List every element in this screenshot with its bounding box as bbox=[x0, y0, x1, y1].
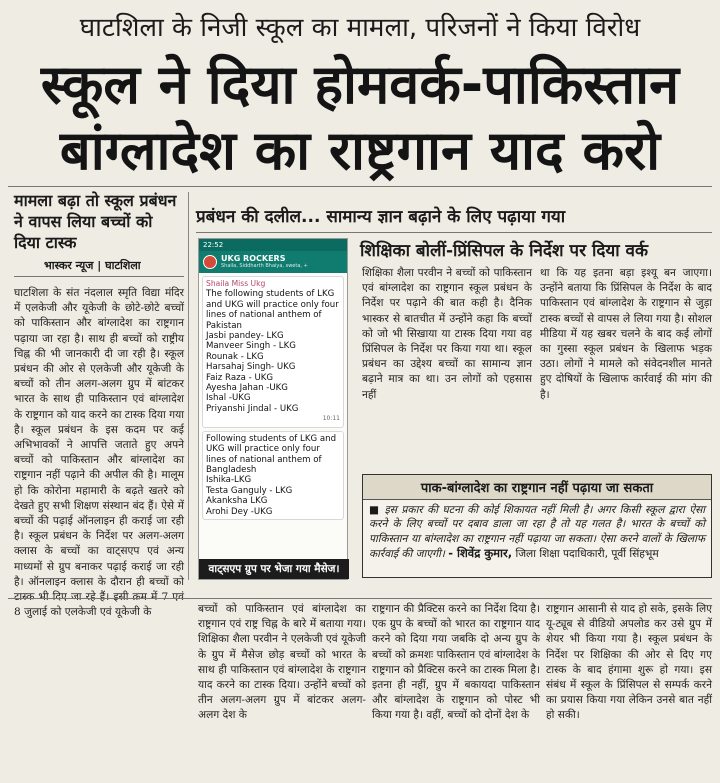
chat-message bbox=[202, 431, 344, 520]
group-avatar bbox=[203, 255, 217, 269]
quote-text: ■ इस प्रकार की घटना की कोई शिकायत नहीं मिली है। अगर किसी स्कूल द्वारा ऐसा करने के लिए बच्चों पर दबाव डाला जा रहा है तो यह गलत है। भारत के बच्चों को पाकिस्तान या बांग्लादेश का राष्ट्रगान नहीं पढ़ाया जा सकता। ऐसा करने वालों के खिलाफ कार्रवाई की जाएगी। bbox=[369, 504, 705, 561]
main-headline-line2: बांग्लादेश का राष्ट्रगान याद करो bbox=[59, 119, 661, 182]
student-name: Harsahaj Singh- UKG bbox=[206, 362, 296, 373]
subhead-divider bbox=[196, 232, 712, 233]
official-quote-box bbox=[362, 474, 712, 578]
main-headline-line1: स्कूल ने दिया होमवर्क-पाकिस्तान bbox=[40, 53, 680, 116]
chat-header bbox=[199, 251, 347, 273]
student-name: Ishika-LKG bbox=[206, 475, 252, 486]
student-name: Faiz Raza - UKG bbox=[206, 372, 274, 383]
divider bbox=[8, 186, 712, 187]
student-name: Jasbi pandey- LKG bbox=[206, 331, 284, 342]
teacher-headline: शिक्षिका बोलीं-प्रिंसिपल के निर्देश पर दिया वर्क bbox=[360, 241, 649, 261]
student-name: Ishal -UKG bbox=[206, 393, 251, 404]
quote-title: पाक-बांग्लादेश का राष्ट्रगान नहीं पढ़ाया जा सकता bbox=[363, 475, 711, 500]
student-list bbox=[206, 475, 340, 517]
author-name: - शिवेंद्र कुमार, bbox=[448, 546, 513, 561]
student-list bbox=[206, 331, 340, 414]
message-sender: Shaila Miss Ukg bbox=[206, 279, 266, 288]
message-text: The following students of LKG and UKG will practice only four lines of national anthem of Pakistan bbox=[206, 289, 339, 331]
article-column-teacher-a: शिक्षिका शैला परवीन ने बच्चों को पाकिस्तान एवं बांग्लादेश का राष्ट्रगान स्कूल प्रबंधन के निर्देश पर पढ़ाने की बात कही है। दैनिक भास्कर से बातचीत में उन्होंने कहा कि बच्चों को जो भी सिखाया या टास्क दिया गया वह प्रिंसिपल के निर्देश पर किया गया था। स्कूल प्रबंधन का उद्देश्य बच्चों का सामान्य ज्ञान बढ़ाने मात्र का था। उन लोगों को एहसास नहीं bbox=[362, 267, 532, 401]
phone-status-bar: 22:52 bbox=[199, 239, 347, 251]
article-column-bottom-1: बच्चों को पाकिस्तान एवं बांग्लादेश का राष्ट्रगान एवं राष्ट्र चिह्न के बारे में बताया गया। शिक्षिका शैला परवीन ने एलकेजी एवं यूकेजी के ग्रुप में मैसेज छोड़ बच्चों को भारत के साथ ही पाकिस्तान एवं बांग्लादेश के राष्ट्रगान याद करने का टास्क दिया। उन्होंने बच्चों को तीन अलग-अलग ग्रुप में बांटकर अलग-अलग देश के bbox=[198, 603, 366, 722]
student-name: Ayesha Jahan -UKG bbox=[206, 383, 288, 394]
chat-message bbox=[202, 276, 344, 428]
article-column-teacher-b: था कि यह इतना बड़ा इश्यू बन जाएगा। उन्होंने बताया कि प्रिंसिपल के निर्देश के बाद पाकिस्तान एवं बांग्लादेश के राष्ट्रगान से जुड़ा टास्क बच्चों से वापस ले लिया गया है। सोशल मीडिया में यह खबर चलने के बाद कई लोगों का गुस्सा स्कूल प्रबंधन के खिलाफ भड़क उठा। लोगों ने मामले को संवेदनशील मानते हुए दोषियों के खिलाफ कार्रवाई की मांग की है। bbox=[540, 267, 712, 401]
student-name: Arohi Dey -UKG bbox=[206, 506, 273, 517]
student-name: Akanksha LKG bbox=[206, 496, 268, 507]
byline-divider bbox=[14, 276, 184, 277]
article-column-left: घाटशिला के संत नंदलाल स्मृति विद्या मंदिर में एलकेजी और यूकेजी के छोटे-छोटे बच्चों को पाकिस्तान और बांग्लादेश का राष्ट्रगान पढ़ाया जा रहा है। साथ ही बच्चों को राष्ट्रीय चिह्न की भी जानकारी दी जा रही है। स्कूल प्रबंधन की ओर से एलकेजी और यूकेजी के बच्चों को तीन अलग-अलग ग्रुप में बांटकर भारत के साथ ही पाकिस्तान एवं बांग्लादेश के राष्ट्रगान को याद करने का टास्क दिया गया है। स्कूल प्रबंधन के इस कदम पर कई अभिभावकों ने आपत्ति जताते हुए अपने बच्चों को पाकिस्तान और बांग्लादेश का राष्ट्रगान नहीं पढ़ाने की अपील की है। मालूम हो कि कोरोना महामारी के बढ़ते खतरे को देखते हुए सभी शिक्षण संस्थान बंद हैं। ऐसे में बच्चों की पढ़ाई ऑनलाइन ही कराई जा रही है। स्कूल प्रबंधन के निर्देश पर अलग-अलग क्लास के बच्चों का वाट्सएप एवं अन्य माध्यमों से ग्रुप बनाकर पढ़ाई कराई जा रही है। ऑनलाइन क्लास के दौरान ही बच्चों को 8 जुलाई को एलकेजी एवं यूकेजी के bbox=[14, 287, 184, 619]
bottom-divider bbox=[8, 598, 712, 599]
student-name: Testa Ganguly - LKG bbox=[206, 485, 293, 496]
message-time: 10:11 bbox=[322, 415, 340, 423]
sidebar-headline: मामला बढ़ा तो स्कूल प्रबंधन ने वापस लिया बच्चों को दिया टास्क bbox=[14, 191, 177, 253]
student-name: Rounak - LKG bbox=[206, 351, 264, 362]
group-name: UKG ROCKERS bbox=[221, 254, 286, 263]
quote-body bbox=[363, 500, 711, 565]
quote-author bbox=[448, 548, 658, 560]
group-members: Shaila, Siddharth Bhaiya, sweta, + bbox=[221, 263, 308, 269]
photo-caption: वाट्सएप ग्रुप पर भेजा गया मैसेज। bbox=[199, 559, 349, 579]
kicker-headline: घाटशिला के निजी स्कूल का मामला, परिजनों ने किया विरोध bbox=[79, 13, 641, 43]
message-text: Following students of LKG and UKG will practice only four lines of national anthem of Bangladesh bbox=[206, 433, 337, 475]
article-column-bottom-3: राष्ट्रगान आसानी से याद हो सके, इसके लिए यू-ट्यूब से वीडियो अपलोड कर उसे ग्रुप में शेयर भी किया गया है। स्कूल प्रबंधन के निर्देश पर शिक्षिका की ओर से दिए गए टास्क के बाद हंगामा शुरू हो गया। इस संबंध में स्कूल के प्रिंसिपल से सम्पर्क करने का प्रयास किया गया लेकिन उनसे बात नहीं हो सकी। bbox=[546, 603, 712, 722]
column-divider bbox=[188, 192, 189, 580]
student-name: Priyanshi Jindal - UKG bbox=[206, 403, 299, 414]
whatsapp-screenshot bbox=[198, 238, 348, 580]
student-name: Manveer Singh - LKG bbox=[206, 341, 296, 352]
author-title: जिला शिक्षा पदाधिकारी, पूर्वी सिंहभूम bbox=[515, 548, 659, 561]
byline: भास्कर न्यूज | घाटशिला bbox=[44, 259, 141, 272]
article-column-bottom-2: राष्ट्रगान की प्रैक्टिस करने का निर्देश दिया है। एक ग्रुप के बच्चों को भारत का राष्ट्रगान याद करने को दिया गया जबकि दो अन्य ग्रुप के बच्चों को क्रमशः पाकिस्तान एवं बांग्लादेश के राष्ट्रगान को प्रैक्टिस करने का टास्क मिला है। इतना ही नहीं, ग्रुप में बकायदा पाकिस्तान और बांग्लादेश के राष्ट्रगान को पोस्ट भी किया गया है। वहीं, बच्चों को दोनों देश के bbox=[372, 603, 540, 722]
subheadline: प्रबंधन की दलील... सामान्य ज्ञान बढ़ाने के लिए पढ़ाया गया bbox=[196, 207, 566, 227]
